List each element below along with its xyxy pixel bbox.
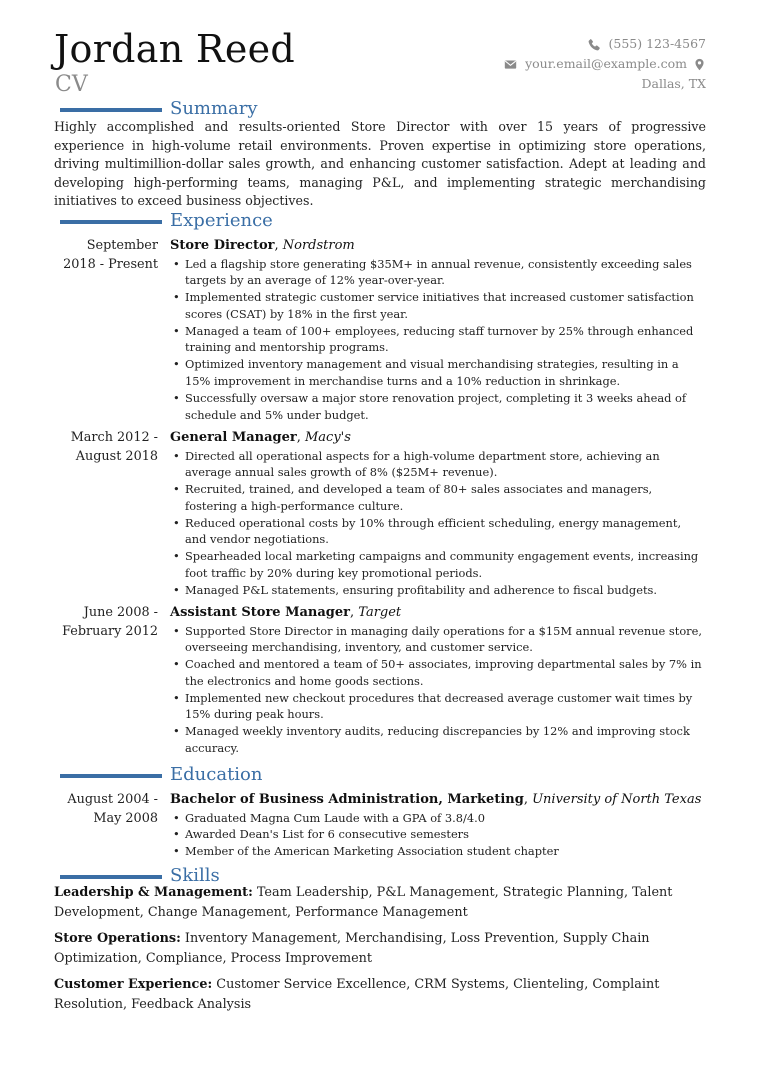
- list-item: • Recruited, trained, and developed a team of 80+ sales associates and managers, fostering a high-performance culture.: [170, 481, 706, 515]
- section-rule: [60, 108, 162, 112]
- job-title: General Manager: [170, 430, 297, 445]
- section-title: Experience: [170, 210, 273, 231]
- map-pin-icon: [693, 58, 706, 71]
- section-rule: [60, 220, 162, 224]
- document-subtitle: CV: [55, 72, 88, 97]
- company-name: Nordstrom: [282, 238, 355, 253]
- skill-items: Team Leadership, P&L Management, Strategic Planning, Talent Development, Change Management, Performance Management: [54, 885, 673, 920]
- entry-body: [170, 604, 706, 757]
- list-item: • Managed P&L statements, ensuring profitability and adherence to fiscal budgets.: [170, 582, 706, 599]
- skill-items: Inventory Management, Merchandising, Loss Prevention, Supply Chain Optimization, Compliance, Process Improvement: [54, 931, 650, 966]
- bullet-list: [170, 623, 706, 757]
- entry-date: March 2012 - August 2018: [70, 430, 158, 464]
- envelope-icon: [504, 58, 517, 71]
- skill-category: [54, 975, 706, 1015]
- list-item: • Managed weekly inventory audits, reducing discrepancies by 12% and improving stock accuracy.: [170, 723, 706, 757]
- skill-category: [54, 883, 706, 923]
- candidate-name: Jordan Reed: [54, 27, 296, 71]
- entry-body: [170, 791, 706, 860]
- list-item: • Directed all operational aspects for a high-volume department store, achieving an average annual sales growth of 8% ($25M+ revenue).: [170, 448, 706, 482]
- list-item: • Awarded Dean's List for 6 consecutive semesters: [170, 826, 706, 843]
- entry-date: August 2004 - May 2008: [67, 792, 158, 826]
- contact-email-location: [504, 54, 706, 74]
- section-rule: [60, 774, 162, 778]
- entry-date: June 2008 - February 2012: [62, 605, 158, 639]
- list-item: • Spearheaded local marketing campaigns and community engagement events, increasing foot traffic by 20% during key promotional periods.: [170, 548, 706, 582]
- bullet-list: [170, 448, 706, 599]
- list-item: • Supported Store Director in managing daily operations for a $15M annual revenue store, overseeing merchandising, inventory, and customer service.: [170, 623, 706, 657]
- section-education: [54, 763, 706, 787]
- skill-label: Customer Experience:: [54, 977, 213, 992]
- entry-heading: Assistant Store Manager, Target: [170, 605, 402, 620]
- section-title: Skills: [170, 865, 220, 886]
- company-name: Target: [358, 605, 402, 620]
- entry-body: [170, 237, 706, 423]
- location-text: Dallas, TX: [641, 76, 706, 91]
- contact-block: [504, 34, 706, 94]
- list-item: • Managed a team of 100+ employees, reducing staff turnover by 25% through enhanced training and mentorship programs.: [170, 323, 706, 357]
- phone-text[interactable]: (555) 123-4567: [608, 36, 706, 51]
- list-item: • Coached and mentored a team of 50+ associates, improving departmental sales by 7% in the electronics and home goods sections.: [170, 656, 706, 690]
- section-rule: [60, 875, 162, 879]
- list-item: • Implemented new checkout procedures that decreased average customer wait times by 15% during peak hours.: [170, 690, 706, 724]
- bullet-list: [170, 256, 706, 424]
- bullet-list: [170, 810, 706, 860]
- company-name: Macy's: [305, 430, 351, 445]
- list-item: • Graduated Magna Cum Laude with a GPA of 3.8/4.0: [170, 810, 706, 827]
- job-title: Store Director: [170, 238, 275, 253]
- school-name: University of North Texas: [532, 792, 702, 807]
- list-item: • Successfully oversaw a major store renovation project, completing it 3 weeks ahead of schedule and 5% under budget.: [170, 390, 706, 424]
- list-item: • Reduced operational costs by 10% through efficient scheduling, energy management, and vendor negotiations.: [170, 515, 706, 549]
- skill-category: [54, 929, 706, 969]
- list-item: • Led a flagship store generating $35M+ in annual revenue, consistently exceeding sales targets by an average of 12% year-over-year.: [170, 256, 706, 290]
- skill-label: Leadership & Management:: [54, 885, 253, 900]
- list-item: • Member of the American Marketing Association student chapter: [170, 843, 706, 860]
- degree-name: Bachelor of Business Administration, Marketing: [170, 792, 524, 807]
- phone-icon: [588, 38, 601, 51]
- entry-heading: Bachelor of Business Administration, Marketing, University of North Texas: [170, 792, 702, 807]
- entry-date: September 2018 - Present: [63, 238, 158, 272]
- section-title: Education: [170, 764, 263, 785]
- summary-text: Highly accomplished and results-oriented Store Director with over 15 years of progressive experience in high-volume retail environments. Proven expertise in optimizing store operations, driving multimillion-dollar sales growth, and enhancing customer satisfaction. Adept at leading and developing high-performing teams, managing P&L, and implementing strategic merchandising initiatives to exceed business objectives.: [54, 119, 706, 208]
- skill-items: Customer Service Excellence, CRM Systems, Clienteling, Complaint Resolution, Feedback Analysis: [54, 977, 660, 1012]
- list-item: • Implemented strategic customer service initiatives that increased customer satisfaction scores (CSAT) by 18% in the first year.: [170, 289, 706, 323]
- entry-body: [170, 429, 706, 599]
- skills-list: [54, 883, 706, 1021]
- contact-location: [504, 74, 706, 94]
- entry-heading: Store Director, Nordstrom: [170, 238, 355, 253]
- list-item: • Optimized inventory management and visual merchandising strategies, resulting in a 15% improvement in merchandise turns and a 10% reduction in shrinkage.: [170, 356, 706, 390]
- email-text[interactable]: your.email@example.com: [525, 56, 687, 71]
- section-experience: [54, 209, 706, 233]
- contact-phone: [504, 34, 706, 54]
- entry-heading: General Manager, Macy's: [170, 430, 351, 445]
- skill-label: Store Operations:: [54, 931, 181, 946]
- section-title: Summary: [170, 98, 258, 119]
- job-title: Assistant Store Manager: [170, 605, 351, 620]
